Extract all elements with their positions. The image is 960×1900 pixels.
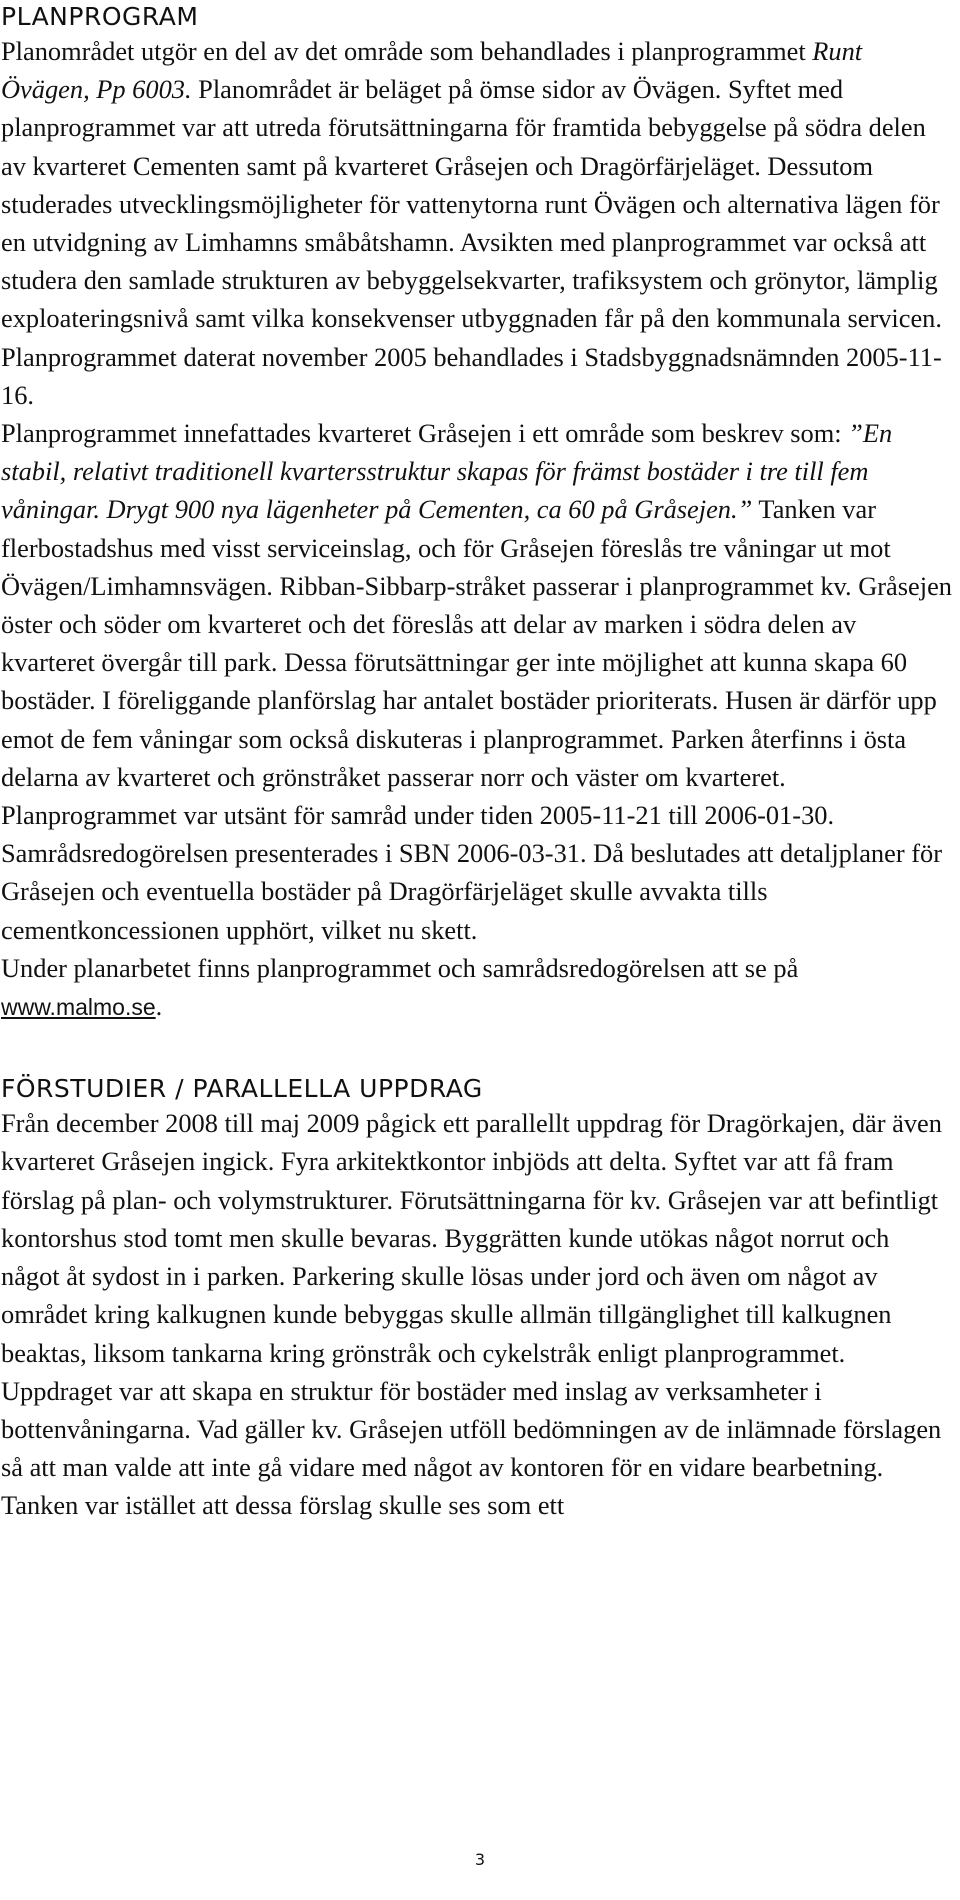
text-run: Tanken var flerbostadshus med visst serviceinslag, och för Gråsejen föreslås tre våningar ut mot Övägen/Limhamnsvägen. Ribban-Sibbarp-stråket passerar i planprogrammet kv. Gråsejen öster och söder om kvarteret och det föreslås att delar av marken i södra delen av kvarteret övergår till park. Dessa förutsättningar ger inte möjlighet att kunna skapa 60 bostäder. I föreliggande planförslag har antalet bostäder prioriterats. Husen är därför upp emot de fem våningar som också diskuteras i planprogrammet. Parken återfinns i östa delarna av kvarteret och grönstråket passerar norr och väster om kvarteret.	[1, 494, 952, 792]
text-run: .	[155, 991, 163, 1022]
page-number: 3	[474, 1850, 486, 1869]
section-heading-planprogram: PLANPROGRAM	[1, 2, 199, 31]
paragraph-parallel-commission: Från december 2008 till maj 2009 pågick ett parallellt uppdrag för Dragörkajen, där även kvarteret Gråsejen ingick. Fyra arkitektkontor inbjöds att delta. Syftet var att få fram förslag på plan- och volymstrukturer. Förutsättningarna för kv. Gråsejen var att befintligt kontorshus stod tomt men skulle bevaras. Byggrätten kunde utökas något norrut och något åt sydost in i parken. Parkering skulle lösas under jord och även om något av området kring kalkugnen kunde bebyggas skulle allmän tillgänglighet till kalkugnen beaktas, liksom tankarna kring grönstråk och cykelstråk enligt planprogrammet. Uppdraget var att skapa en struktur för bostäder med inslag av verksamheter i bottenvåningarna. Vad gäller kv. Gråsejen utföll bedömningen av de inlämnade förslagen så att man valde att inte gå vidare med något av kontoren för en vidare bearbetning. Tanken var istället att dessa förslag skulle ses som ett	[1, 1108, 942, 1521]
italic-program-name: Runt Övägen, Pp 6003.	[1, 36, 863, 105]
paragraph-consultation: Planprogrammet var utsänt för samråd under tiden 2005-11-21 till 2006-01-30. Samrådsredogörelsen presenterades i SBN 2006-03-31. Då beslutades att detaljplaner för Gråsejen och eventuella bostäder på Dragörfärjeläget skulle avvakta tills cementkoncessionen upphört, vilket nu skett.	[1, 800, 942, 945]
paragraph-grasejen-description	[1, 414, 953, 796]
text-run: Planområdet är beläget på ömse sidor av Övägen. Syftet med planprogrammet var att utreda förutsättningarna för framtida bebyggelse på södra delen av kvarteret Cementen samt på kvarteret Gråsejen och Dragörfärjeläget. Dessutom studerades utvecklingsmöjligheter för vattenytorna runt Övägen och alternativa lägen för en utvidgning av Limhamns småbåtshamn. Avsikten med planprogrammet var också att studera den samlade strukturen av bebyggelsekvarter, trafiksystem och grönytor, lämplig exploateringsnivå samt vilka konsekvenser utbyggnaden får på den kommunala servicen.	[1, 74, 942, 334]
paragraph-planprogram-intro	[1, 32, 953, 338]
paragraph-program-date: Planprogrammet daterat november 2005 behandlades i Stadsbyggnadsnämnden 2005-11-16.	[1, 341, 942, 410]
text-run: Under planarbetet finns planprogrammet och samrådsredogörelsen att se på	[1, 952, 799, 983]
text-run: Planprogrammet innefattades kvarteret Gråsejen i ett område som beskrev som:	[1, 418, 849, 449]
malmo-website-link[interactable]: www.malmo.se	[1, 994, 156, 1021]
paragraph-website-reference	[1, 949, 953, 1026]
italic-quote: ”En stabil, relativt traditionell kvartersstruktur skapas för främst bostäder i tre till fem våningar. Drygt 900 nya lägenheter på Cementen, ca 60 på Gråsejen.”	[1, 418, 893, 525]
section-heading-forstudier: FÖRSTUDIER / PARALLELLA UPPDRAG	[1, 1074, 483, 1104]
page-content	[1, 0, 953, 1525]
text-run: Planområdet utgör en del av det område som behandlades i planprogrammet	[1, 36, 813, 66]
